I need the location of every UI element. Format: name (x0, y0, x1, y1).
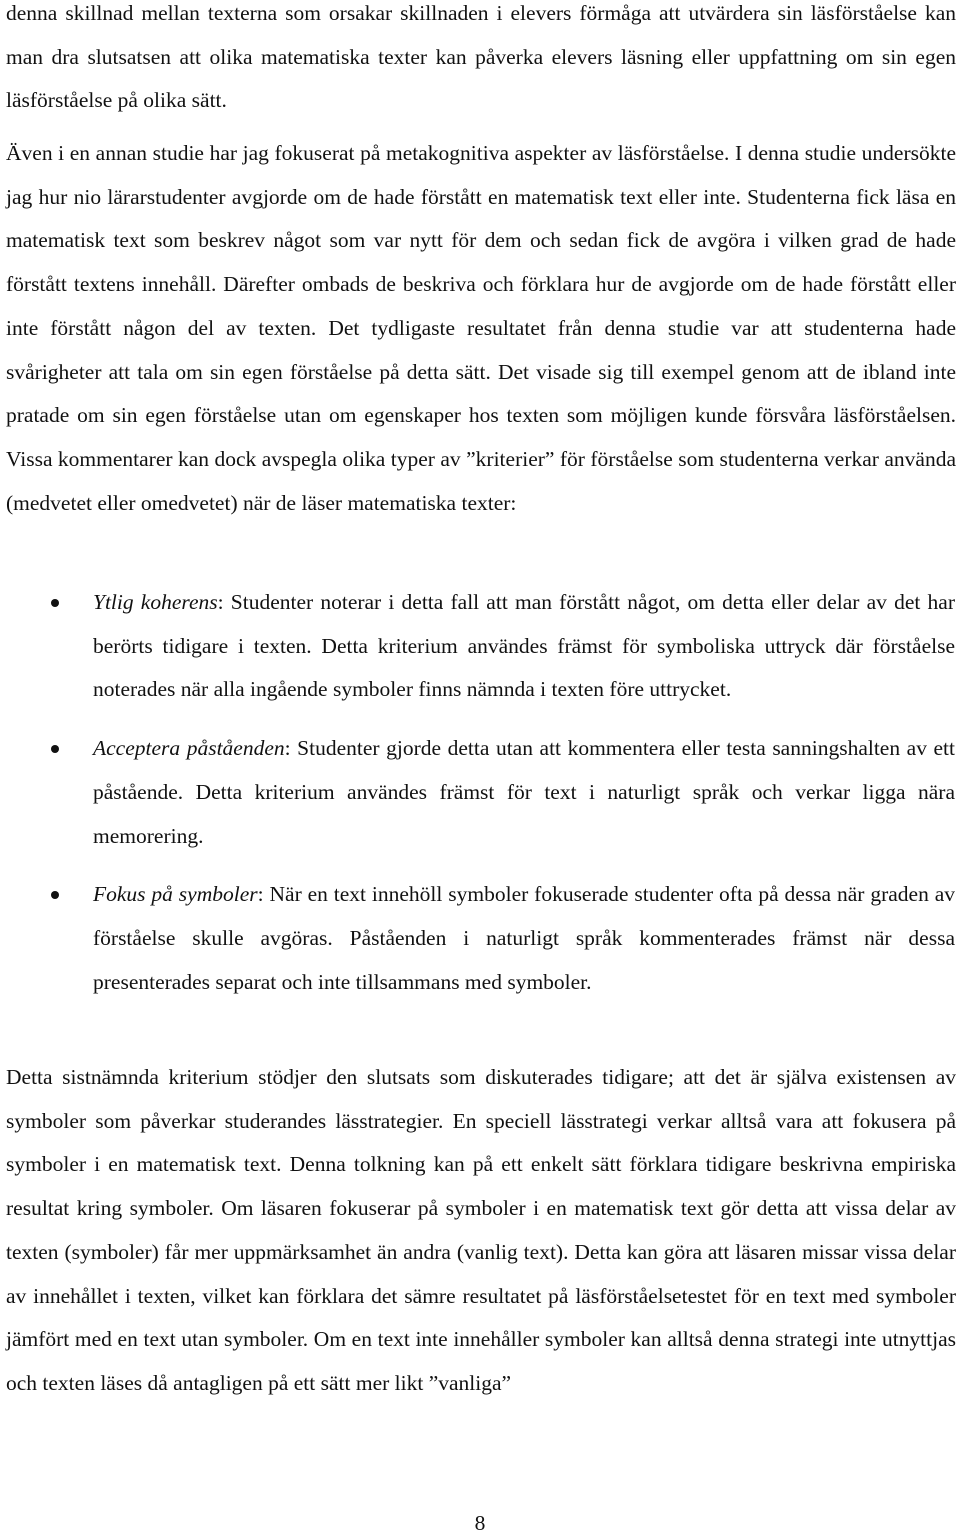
paragraph-conclusion: Detta sistnämnda kriterium stödjer den slutsats som diskuterades tidigare; att det är själva existensen av symboler som påverkar studerandes lässtrategier. En speciell lässtrategi verkar alltså vara att fokusera på symboler i en matematisk text. Denna tolkning kan på ett enkelt sätt förklara tidigare beskrivna empiriska resultat kring symboler. Om läsaren fokuserar på symboler i en matematisk text gör detta att vissa delar av texten (symboler) får mer uppmärksamhet än andra (vanlig text). Detta kan göra att läsaren missar vissa delar av innehållet i texten, vilket kan förklara det sämre resultatet på läsförståelsetestet för en text med symboler jämfört med en text utan symboler. Om en text inte innehåller symboler kan alltså denna strategi inte utnyttjas och texten läses då antagligen på ett sätt mer likt ”vanliga” (6, 1065, 956, 1395)
criteria-list-item (0, 873, 955, 1004)
criteria-list-item (0, 581, 955, 712)
paragraph-continuation: denna skillnad mellan texterna som orsakar skillnaden i elevers förmåga att utvärdera sin läsförståelse kan man dra slutsatsen att olika matematiska texter kan påverka elevers läsning eller uppfattning om sin egen läsförståelse på olika sätt. (6, 1, 956, 113)
criterion-description: : Studenter gjorde detta utan att kommentera eller testa sanningshalten av ett påstående. Detta kriterium användes främst för text i naturligt språk och verkar ligga nära memorering. (93, 736, 955, 848)
bullet-icon (51, 599, 59, 607)
bullet-icon (51, 745, 59, 753)
page-number: 8 (474, 1511, 486, 1535)
bullet-icon (51, 891, 59, 899)
criteria-list (0, 581, 960, 1019)
criterion-term: Fokus på symboler (93, 882, 258, 907)
criterion-term: Ytlig koherens (93, 590, 218, 614)
criterion-description: : Studenter noterar i detta fall att man förstått något, om detta eller delar av det har berörts tidigare i texten. Detta kriterium användes främst för symboliska uttryck där förståelse noterades när alla ingående symboler finns nämnda i texten före uttrycket. (93, 590, 955, 702)
criteria-list-item (0, 727, 955, 858)
paragraph-study-description: Även i en annan studie har jag fokuserat på metakognitiva aspekter av läsförståelse. I denna studie undersökte jag hur nio lärarstudenter avgjorde om de hade förstått en matematisk text eller inte. Studenterna fick läsa en matematisk text som beskrev något som var nytt för dem och sedan fick de avgöra i vilken grad de hade förstått textens innehåll. Därefter ombads de beskriva och förklara hur de avgjorde om de hade förstått eller inte förstått någon del av texten. Det tydligaste resultatet från denna studie var att studenterna hade svårigheter att tala om sin egen förståelse på detta sätt. Det visade sig till exempel genom att de ibland inte pratade om sin egen förståelse utan om egenskaper hos texten som möjligen kunde försvåra läsförståelsen. Vissa kommentarer kan dock avspegla olika typer av ”kriterier” för förståelse som studenterna verkar använda (medvetet eller omedvetet) när de läser matematiska texter: (6, 141, 956, 515)
criterion-term: Acceptera påståenden (93, 736, 285, 761)
criterion-description: : När en text innehöll symboler fokuserade studenter ofta på dessa när graden av förståelse skulle avgöras. Påståenden i naturligt språk kommenterades främst när dessa presenterades separat och inte tillsammans med symboler. (93, 882, 955, 994)
